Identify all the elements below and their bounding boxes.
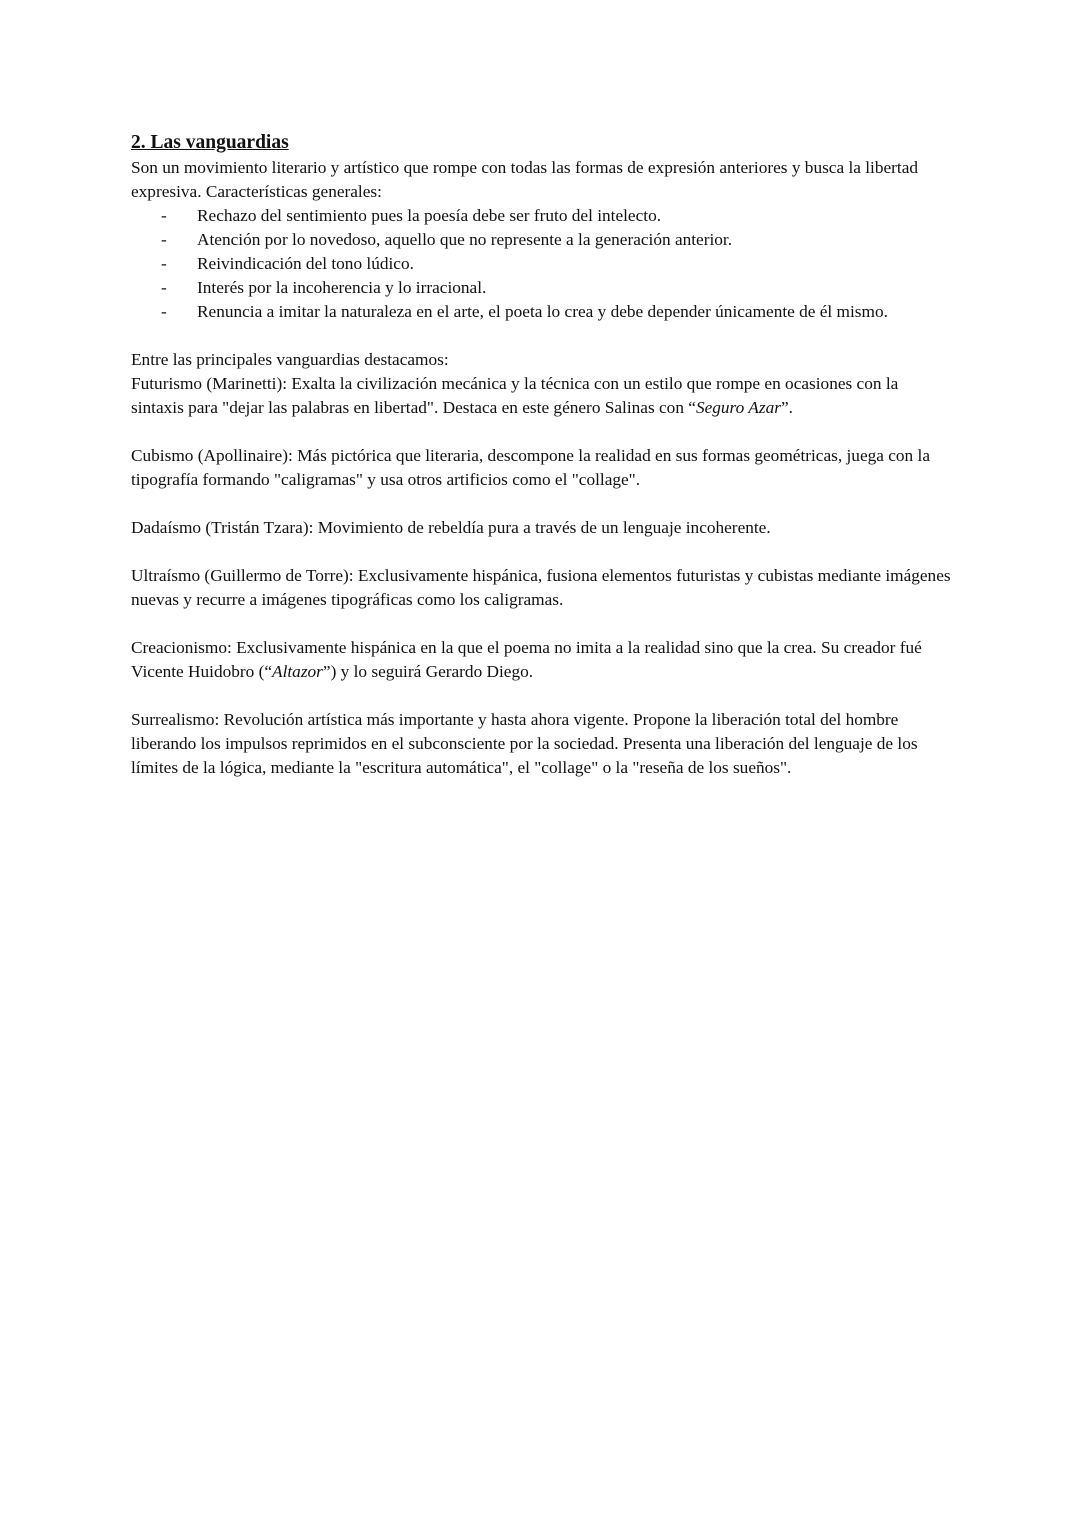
dadaismo-paragraph: Dadaísmo (Tristán Tzara): Movimiento de rebeldía pura a través de un lenguaje incoherente.	[131, 518, 771, 537]
section-title: 2. Las vanguardias	[131, 132, 289, 153]
futurismo-after: ”.	[780, 398, 793, 417]
creacionismo-after: ”) y lo seguirá Gerardo Diego.	[322, 662, 534, 681]
document-page	[131, 130, 951, 780]
list-item	[131, 228, 951, 252]
futurismo-paragraph	[131, 372, 951, 420]
spacer	[131, 420, 951, 444]
creacionismo-work-title: Altazor	[272, 662, 323, 681]
futurismo-work-title: Seguro Azar	[695, 398, 781, 417]
bullet-dash: -	[161, 206, 167, 225]
spacer	[131, 540, 951, 564]
principales-intro: Entre las principales vanguardias destacamos:	[131, 350, 449, 369]
list-item-text: Reivindicación del tono lúdico.	[197, 254, 414, 273]
list-item	[131, 252, 951, 276]
spacer	[131, 492, 951, 516]
intro-paragraph: Son un movimiento literario y artístico que rompe con todas las formas de expresión anteriores y busca la libertad expresiva. Características generales:	[131, 158, 919, 201]
futurismo-text: Futurismo (Marinetti): Exalta la civilización mecánica y la técnica con un estilo que rompe en ocasiones con la sintaxis para "dejar las palabras en libertad". Destaca en este género Salinas con “	[131, 374, 899, 417]
list-item	[131, 204, 951, 228]
creacionismo-text: Creacionismo: Exclusivamente hispánica en la que el poema no imita a la realidad sino que la crea. Su creador fué Vicente Huidobro (“	[131, 638, 922, 681]
cubismo-paragraph: Cubismo (Apollinaire): Más pictórica que literaria, descompone la realidad en sus formas geométricas, juega con la tipografía formando "caligramas" y usa otros artificios como el "collage".	[131, 446, 930, 489]
bullet-dash: -	[161, 278, 167, 297]
bullet-dash: -	[161, 230, 167, 249]
list-item-text: Renuncia a imitar la naturaleza en el arte, el poeta lo crea y debe depender únicamente de él mismo.	[197, 302, 888, 321]
list-item	[131, 276, 951, 300]
creacionismo-paragraph	[131, 636, 951, 684]
spacer	[131, 612, 951, 636]
list-item-text: Interés por la incoherencia y lo irracional.	[197, 278, 487, 297]
ultraismo-paragraph: Ultraísmo (Guillermo de Torre): Exclusivamente hispánica, fusiona elementos futuristas y cubistas mediante imágenes nuevas y recurre a imágenes tipográficas como los caligramas.	[131, 566, 951, 609]
surrealismo-paragraph: Surrealismo: Revolución artística más importante y hasta ahora vigente. Propone la liberación total del hombre liberando los impulsos reprimidos en el subconsciente por la sociedad. Presenta una liberación del lenguaje de los límites de la lógica, mediante la "escritura automática", el "collage" o la "reseña de los sueños".	[131, 710, 918, 777]
list-item	[131, 300, 951, 324]
features-list	[131, 204, 951, 324]
bullet-dash: -	[161, 302, 167, 321]
bullet-dash: -	[161, 254, 167, 273]
spacer	[131, 684, 951, 708]
list-item-text: Rechazo del sentimiento pues la poesía debe ser fruto del intelecto.	[197, 206, 662, 225]
list-item-text: Atención por lo novedoso, aquello que no represente a la generación anterior.	[197, 230, 733, 249]
spacer	[131, 324, 951, 348]
